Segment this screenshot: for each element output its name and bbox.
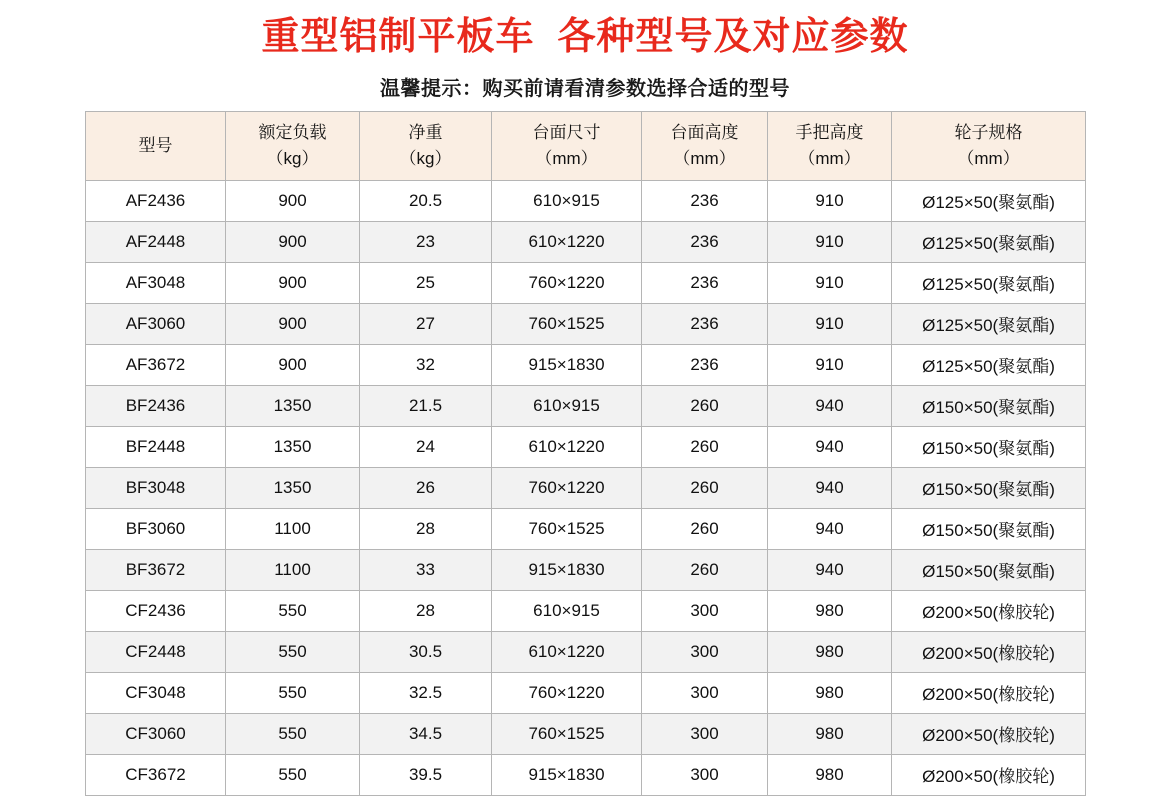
cell-deck-height: 260 bbox=[642, 385, 768, 426]
table-row bbox=[86, 590, 1086, 631]
cell-handle-height: 940 bbox=[768, 508, 892, 549]
page-subtitle: 温馨提示：购买前请看清参数选择合适的型号 bbox=[380, 77, 790, 100]
cell-model: CF2448 bbox=[86, 631, 226, 672]
cell-model: AF2448 bbox=[86, 221, 226, 262]
cell-weight: 27 bbox=[360, 303, 492, 344]
cell-load: 550 bbox=[226, 631, 360, 672]
table-row bbox=[86, 221, 1086, 262]
cell-deck-size: 610×1220 bbox=[492, 426, 642, 467]
cell-deck-size: 610×1220 bbox=[492, 221, 642, 262]
table-row bbox=[86, 549, 1086, 590]
column-header-deck-size-name: 台面尺寸 bbox=[532, 123, 601, 143]
cell-deck-size: 760×1220 bbox=[492, 672, 642, 713]
cell-load: 550 bbox=[226, 713, 360, 754]
cell-wheel: Ø200×50(橡胶轮) bbox=[892, 672, 1086, 713]
cell-deck-size: 760×1220 bbox=[492, 262, 642, 303]
cell-load: 550 bbox=[226, 672, 360, 713]
column-header-load-unit: （kg） bbox=[266, 148, 319, 168]
column-header-deck-height-unit: （mm） bbox=[673, 148, 736, 168]
cell-model: BF3060 bbox=[86, 508, 226, 549]
column-header-load bbox=[226, 111, 360, 180]
cell-deck-height: 260 bbox=[642, 426, 768, 467]
column-header-wheel-unit: （mm） bbox=[957, 148, 1020, 168]
cell-load: 1100 bbox=[226, 549, 360, 590]
table-row bbox=[86, 303, 1086, 344]
spec-table-container bbox=[85, 111, 1085, 796]
cell-deck-size: 915×1830 bbox=[492, 344, 642, 385]
cell-model: AF3048 bbox=[86, 262, 226, 303]
cell-deck-height: 236 bbox=[642, 344, 768, 385]
cell-wheel: Ø125×50(聚氨酯) bbox=[892, 221, 1086, 262]
cell-wheel: Ø150×50(聚氨酯) bbox=[892, 426, 1086, 467]
column-header-deck-height bbox=[642, 111, 768, 180]
cell-handle-height: 980 bbox=[768, 754, 892, 795]
cell-model: BF3672 bbox=[86, 549, 226, 590]
cell-weight: 21.5 bbox=[360, 385, 492, 426]
cell-wheel: Ø125×50(聚氨酯) bbox=[892, 303, 1086, 344]
cell-weight: 24 bbox=[360, 426, 492, 467]
table-row bbox=[86, 426, 1086, 467]
cell-load: 900 bbox=[226, 303, 360, 344]
column-header-deck-size bbox=[492, 111, 642, 180]
cell-weight: 23 bbox=[360, 221, 492, 262]
cell-handle-height: 910 bbox=[768, 262, 892, 303]
cell-deck-size: 610×915 bbox=[492, 590, 642, 631]
page-title: 重型铝制平板车 各种型号及对应参数 bbox=[261, 16, 909, 58]
cell-deck-size: 760×1220 bbox=[492, 467, 642, 508]
cell-weight: 28 bbox=[360, 590, 492, 631]
cell-deck-height: 300 bbox=[642, 631, 768, 672]
column-header-model-name: 型号 bbox=[138, 135, 173, 155]
column-header-weight bbox=[360, 111, 492, 180]
cell-deck-size: 610×1220 bbox=[492, 631, 642, 672]
cell-weight: 39.5 bbox=[360, 754, 492, 795]
cell-weight: 25 bbox=[360, 262, 492, 303]
spec-table bbox=[85, 111, 1086, 796]
cell-weight: 33 bbox=[360, 549, 492, 590]
cell-load: 1350 bbox=[226, 467, 360, 508]
cell-model: CF3060 bbox=[86, 713, 226, 754]
cell-model: BF2436 bbox=[86, 385, 226, 426]
cell-handle-height: 980 bbox=[768, 590, 892, 631]
table-row bbox=[86, 385, 1086, 426]
cell-weight: 26 bbox=[360, 467, 492, 508]
cell-wheel: Ø125×50(聚氨酯) bbox=[892, 262, 1086, 303]
cell-wheel: Ø200×50(橡胶轮) bbox=[892, 713, 1086, 754]
cell-deck-size: 915×1830 bbox=[492, 754, 642, 795]
column-header-load-name: 额定负载 bbox=[258, 123, 327, 143]
cell-weight: 32 bbox=[360, 344, 492, 385]
cell-wheel: Ø200×50(橡胶轮) bbox=[892, 590, 1086, 631]
cell-deck-height: 260 bbox=[642, 549, 768, 590]
cell-weight: 32.5 bbox=[360, 672, 492, 713]
cell-wheel: Ø150×50(聚氨酯) bbox=[892, 385, 1086, 426]
cell-model: BF3048 bbox=[86, 467, 226, 508]
cell-handle-height: 910 bbox=[768, 303, 892, 344]
cell-deck-height: 236 bbox=[642, 221, 768, 262]
cell-deck-height: 236 bbox=[642, 262, 768, 303]
cell-wheel: Ø150×50(聚氨酯) bbox=[892, 467, 1086, 508]
table-header-row bbox=[86, 111, 1086, 180]
cell-handle-height: 940 bbox=[768, 549, 892, 590]
cell-deck-size: 760×1525 bbox=[492, 303, 642, 344]
cell-deck-size: 915×1830 bbox=[492, 549, 642, 590]
column-header-model bbox=[86, 111, 226, 180]
cell-wheel: Ø125×50(聚氨酯) bbox=[892, 344, 1086, 385]
column-header-wheel-name: 轮子规格 bbox=[954, 123, 1023, 143]
cell-handle-height: 980 bbox=[768, 672, 892, 713]
cell-handle-height: 910 bbox=[768, 221, 892, 262]
column-header-wheel bbox=[892, 111, 1086, 180]
table-row bbox=[86, 631, 1086, 672]
cell-deck-size: 760×1525 bbox=[492, 508, 642, 549]
cell-weight: 20.5 bbox=[360, 180, 492, 221]
cell-deck-size: 610×915 bbox=[492, 385, 642, 426]
cell-model: AF3060 bbox=[86, 303, 226, 344]
column-header-handle-height-name: 手把高度 bbox=[795, 123, 864, 143]
cell-load: 1100 bbox=[226, 508, 360, 549]
table-row bbox=[86, 672, 1086, 713]
cell-weight: 28 bbox=[360, 508, 492, 549]
cell-wheel: Ø150×50(聚氨酯) bbox=[892, 508, 1086, 549]
cell-load: 900 bbox=[226, 221, 360, 262]
column-header-deck-size-unit: （mm） bbox=[535, 148, 598, 168]
cell-deck-height: 260 bbox=[642, 467, 768, 508]
table-row bbox=[86, 713, 1086, 754]
cell-load: 900 bbox=[226, 180, 360, 221]
cell-model: AF3672 bbox=[86, 344, 226, 385]
table-body bbox=[86, 180, 1086, 795]
cell-load: 900 bbox=[226, 344, 360, 385]
table-header bbox=[86, 111, 1086, 180]
cell-model: CF2436 bbox=[86, 590, 226, 631]
cell-handle-height: 980 bbox=[768, 631, 892, 672]
cell-deck-height: 300 bbox=[642, 590, 768, 631]
cell-wheel: Ø150×50(聚氨酯) bbox=[892, 549, 1086, 590]
cell-deck-height: 300 bbox=[642, 754, 768, 795]
column-header-weight-unit: （kg） bbox=[399, 148, 452, 168]
cell-deck-height: 300 bbox=[642, 713, 768, 754]
table-row bbox=[86, 180, 1086, 221]
cell-model: CF3048 bbox=[86, 672, 226, 713]
table-row bbox=[86, 508, 1086, 549]
cell-load: 1350 bbox=[226, 385, 360, 426]
cell-weight: 34.5 bbox=[360, 713, 492, 754]
cell-handle-height: 940 bbox=[768, 467, 892, 508]
cell-deck-size: 610×915 bbox=[492, 180, 642, 221]
cell-load: 1350 bbox=[226, 426, 360, 467]
cell-weight: 30.5 bbox=[360, 631, 492, 672]
cell-handle-height: 940 bbox=[768, 426, 892, 467]
cell-load: 900 bbox=[226, 262, 360, 303]
cell-model: CF3672 bbox=[86, 754, 226, 795]
cell-handle-height: 980 bbox=[768, 713, 892, 754]
cell-load: 550 bbox=[226, 754, 360, 795]
cell-deck-height: 300 bbox=[642, 672, 768, 713]
cell-deck-size: 760×1525 bbox=[492, 713, 642, 754]
cell-load: 550 bbox=[226, 590, 360, 631]
cell-deck-height: 260 bbox=[642, 508, 768, 549]
cell-deck-height: 236 bbox=[642, 180, 768, 221]
cell-handle-height: 910 bbox=[768, 344, 892, 385]
cell-wheel: Ø125×50(聚氨酯) bbox=[892, 180, 1086, 221]
cell-handle-height: 940 bbox=[768, 385, 892, 426]
column-header-deck-height-name: 台面高度 bbox=[670, 123, 739, 143]
cell-wheel: Ø200×50(橡胶轮) bbox=[892, 631, 1086, 672]
table-row bbox=[86, 754, 1086, 795]
column-header-handle-height-unit: （mm） bbox=[798, 148, 861, 168]
table-row bbox=[86, 262, 1086, 303]
cell-deck-height: 236 bbox=[642, 303, 768, 344]
table-row bbox=[86, 344, 1086, 385]
cell-wheel: Ø200×50(橡胶轮) bbox=[892, 754, 1086, 795]
cell-model: BF2448 bbox=[86, 426, 226, 467]
cell-handle-height: 910 bbox=[768, 180, 892, 221]
column-header-handle-height bbox=[768, 111, 892, 180]
column-header-weight-name: 净重 bbox=[408, 123, 443, 143]
cell-model: AF2436 bbox=[86, 180, 226, 221]
table-row bbox=[86, 467, 1086, 508]
